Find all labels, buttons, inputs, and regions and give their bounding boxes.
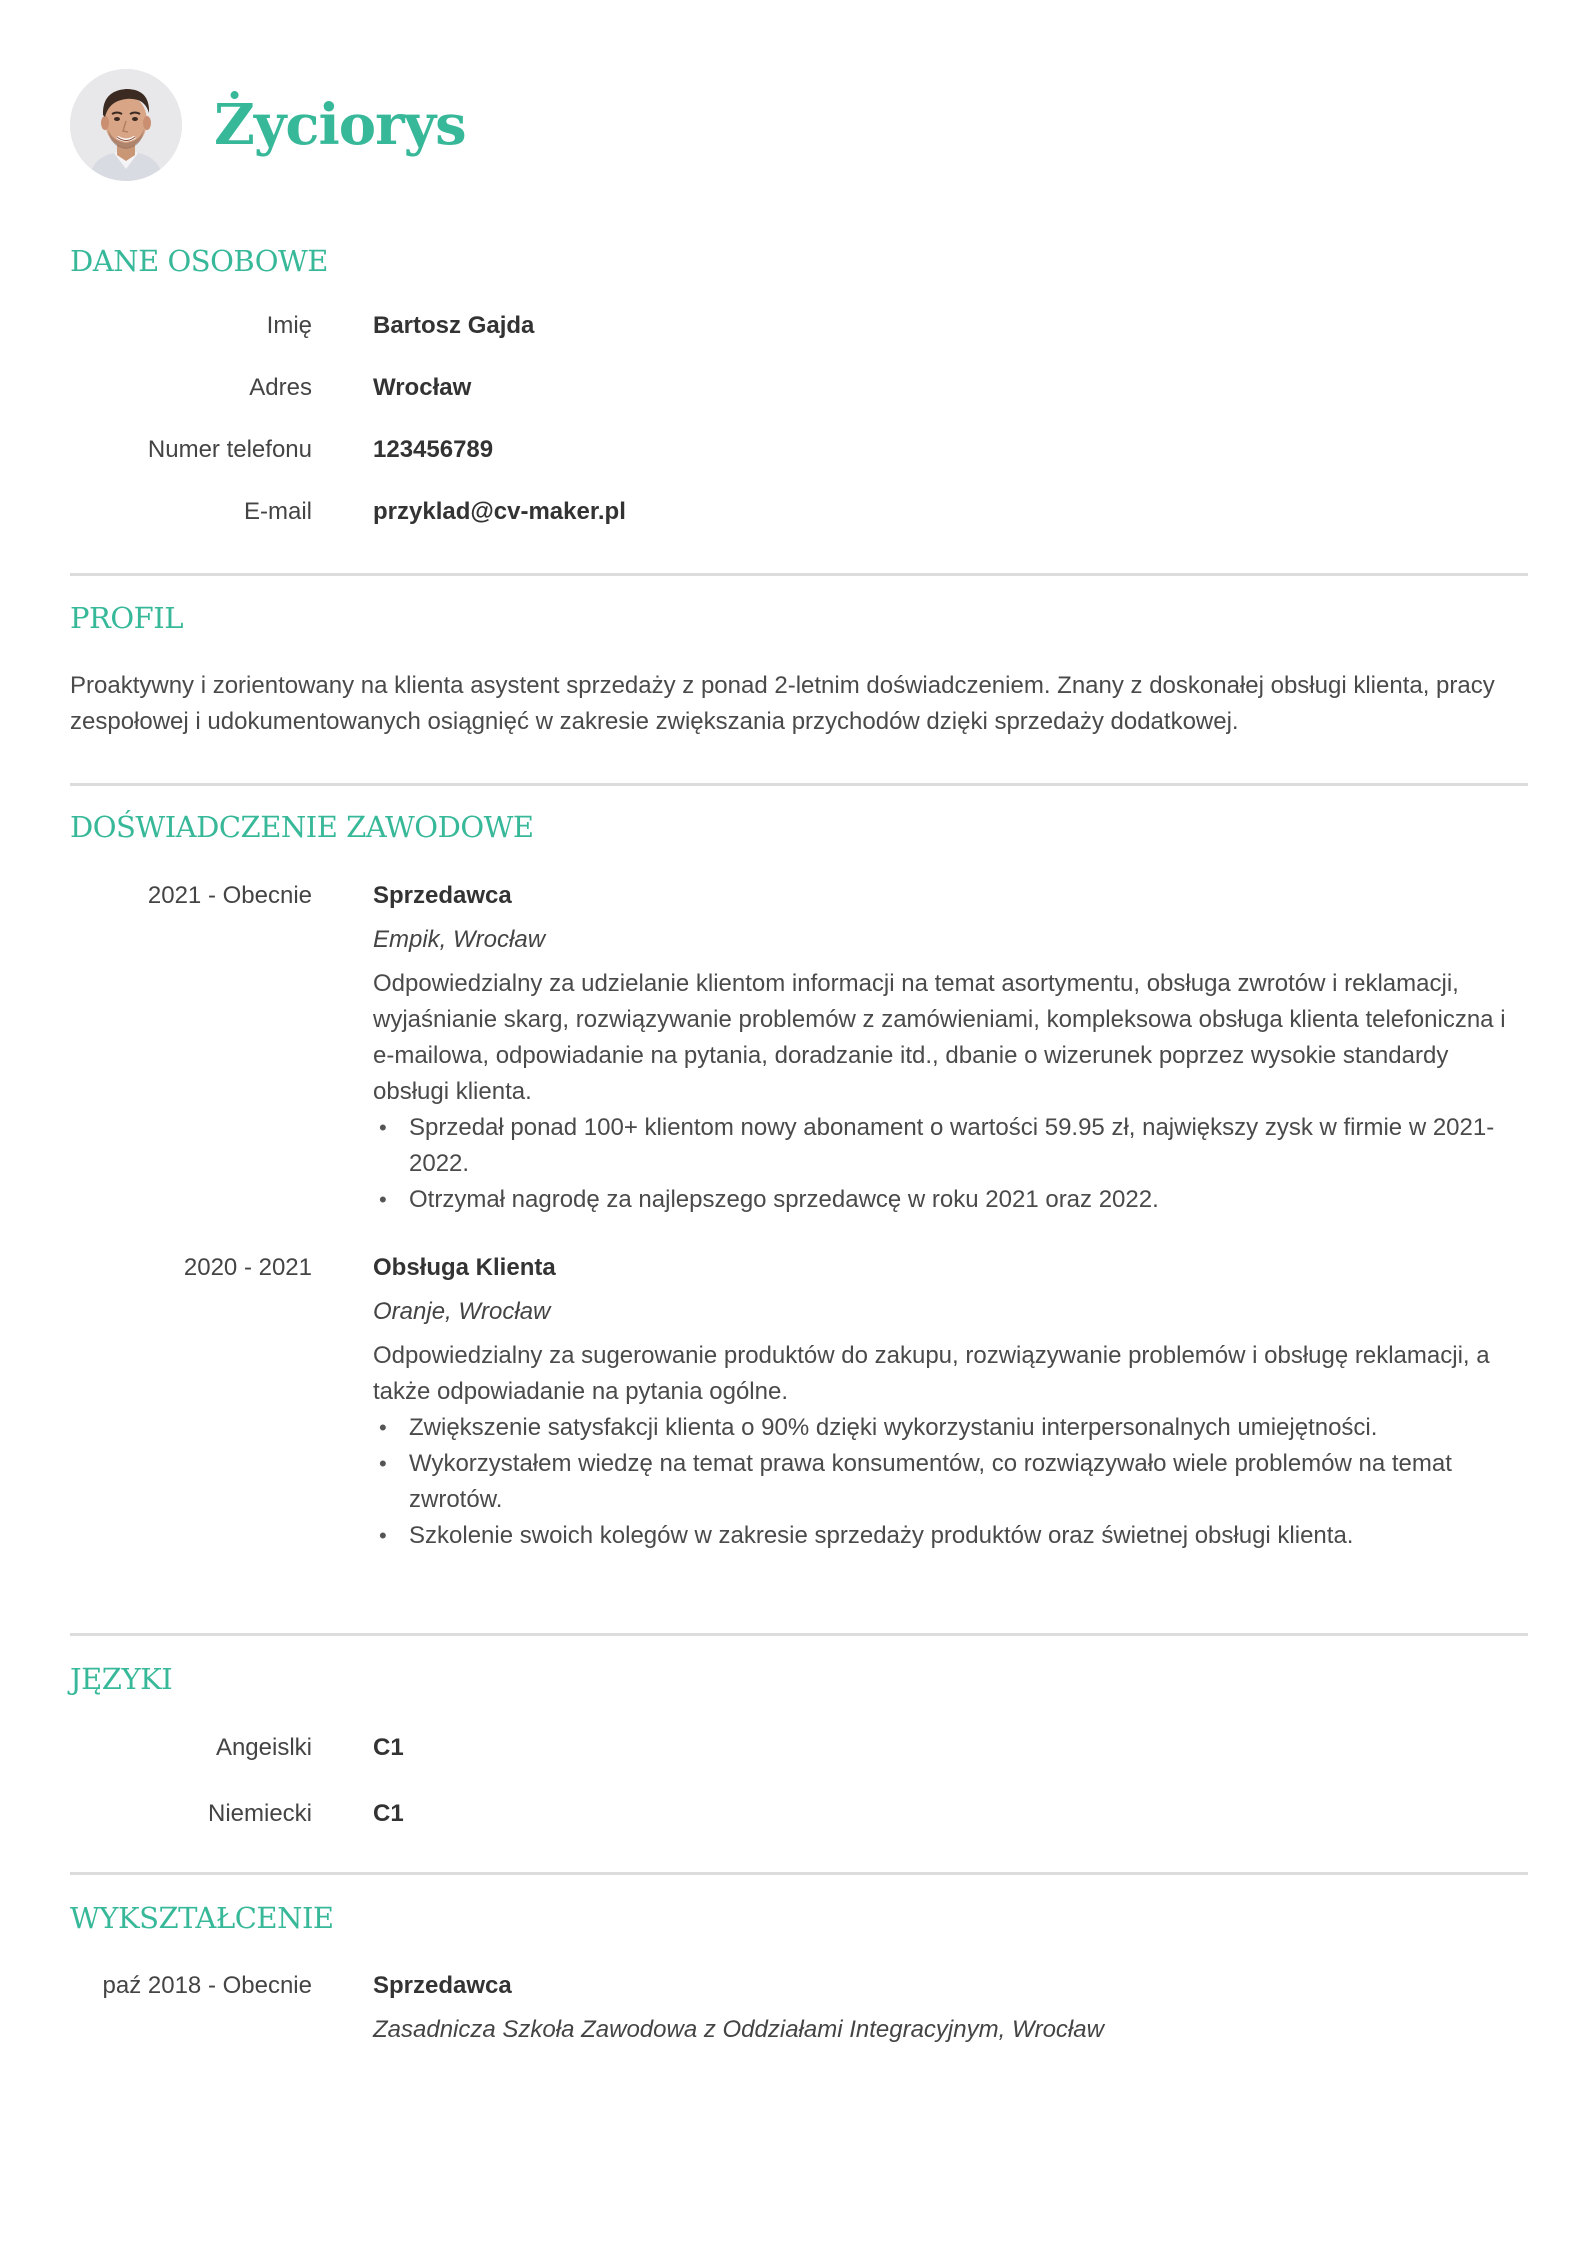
bullet-text: Zwiększenie satysfakcji klienta o 90% dzięki wykorzystaniu interpersonalnych umiejętności. (409, 1414, 1378, 1441)
bullet-item (373, 1446, 1528, 1518)
experience-section-heading: DOŚWIADCZENIE ZAWODOWE (70, 810, 534, 844)
experience-role: Obsługa Klienta (373, 1254, 556, 1281)
language-row (70, 1728, 1528, 1768)
avatar-photo-icon (70, 69, 182, 181)
resume-title: Życiorys (214, 92, 466, 158)
avatar (70, 69, 182, 181)
education-body (373, 1968, 1528, 2048)
education-section-heading: WYKSZTAŁCENIE (70, 1901, 334, 1935)
section-divider (70, 1633, 1528, 1636)
experience-body (373, 878, 1528, 1218)
language-row (70, 1794, 1528, 1834)
bullet-item (373, 1110, 1528, 1182)
bullet-icon: • (379, 1451, 387, 1476)
personal-row-phone (70, 430, 1528, 470)
personal-value: Wrocław (373, 374, 472, 401)
experience-date: 2020 - 2021 (183, 1254, 312, 1281)
personal-label: Imię (266, 312, 312, 339)
languages-section-heading: JĘZYKI (70, 1662, 173, 1696)
personal-section-heading: DANE OSOBOWE (70, 244, 328, 278)
personal-value: Bartosz Gajda (373, 312, 535, 339)
bullet-item (373, 1410, 1528, 1446)
bullet-text: Sprzedał ponad 100+ klientom nowy abonament o wartości 59.95 zł, największy zysk w firmie w 2021-2022. (409, 1114, 1495, 1177)
education-date: paź 2018 - Obecnie (102, 1972, 312, 1999)
bullet-item (373, 1518, 1528, 1554)
personal-row-name (70, 306, 1528, 346)
bullet-item (373, 1182, 1528, 1218)
experience-description: Odpowiedzialny za udzielanie klientom informacji na temat asortymentu, obsługa zwrotów i reklamacji, wyjaśnianie skarg, rozwiązywanie problemów z zamówieniami, kompleksowa obsługa klienta telefoniczna i e-mailowa, odpowiadanie na pytania, doradzanie itd., dbanie o wizerunek poprzez wysokie standardy obsługi klienta. (373, 970, 1506, 1105)
bullet-text: Otrzymał nagrodę za najlepszego sprzedawcę w roku 2021 oraz 2022. (409, 1186, 1159, 1213)
bullet-text: Wykorzystałem wiedzę na temat prawa konsumentów, co rozwiązywało wiele problemów na temat zwrotów. (409, 1450, 1452, 1513)
personal-value: 123456789 (373, 436, 494, 463)
experience-company: Empik, Wrocław (373, 926, 546, 953)
bullet-icon: • (379, 1523, 387, 1548)
personal-label: E-mail (243, 498, 312, 525)
language-level: C1 (373, 1734, 404, 1761)
language-name: Angeislki (215, 1734, 312, 1761)
experience-bullets (373, 1110, 1528, 1218)
experience-bullets (373, 1410, 1528, 1554)
language-level: C1 (373, 1800, 404, 1827)
bullet-icon: • (379, 1115, 387, 1140)
section-divider (70, 1872, 1528, 1875)
language-name: Niemiecki (207, 1800, 312, 1827)
personal-row-address (70, 368, 1528, 408)
education-school: Zasadnicza Szkoła Zawodowa z Oddziałami Integracyjnym, Wrocław (373, 2016, 1104, 2043)
personal-label: Numer telefonu (147, 436, 312, 463)
profile-text: Proaktywny i zorientowany na klienta asystent sprzedaży z ponad 2-letnim doświadczeniem. Znany z doskonałej obsługi klienta, pracy zespołowej i udokumentowanych osiągnięć w zakresie zwiększania przychodów dzięki sprzedaży dodatkowej. (70, 672, 1495, 735)
resume-header (70, 68, 466, 182)
experience-role: Sprzedawca (373, 882, 512, 909)
experience-body (373, 1250, 1528, 1554)
bullet-text: Szkolenie swoich kolegów w zakresie sprzedaży produktów oraz świetnej obsługi klienta. (409, 1522, 1354, 1549)
bullet-icon: • (379, 1187, 387, 1212)
personal-label: Adres (249, 374, 312, 401)
profile-section-heading: PROFIL (70, 601, 183, 635)
experience-company: Oranje, Wrocław (373, 1298, 551, 1325)
experience-description: Odpowiedzialny za sugerowanie produktów do zakupu, rozwiązywanie problemów i obsługę reklamacji, a także odpowiadanie na pytania ogólne. (373, 1342, 1490, 1405)
experience-date: 2021 - Obecnie (147, 882, 312, 909)
personal-value: przyklad@cv-maker.pl (373, 498, 626, 525)
personal-row-email (70, 492, 1528, 532)
section-divider (70, 573, 1528, 576)
bullet-icon: • (379, 1415, 387, 1440)
section-divider (70, 783, 1528, 786)
education-degree: Sprzedawca (373, 1972, 512, 1999)
